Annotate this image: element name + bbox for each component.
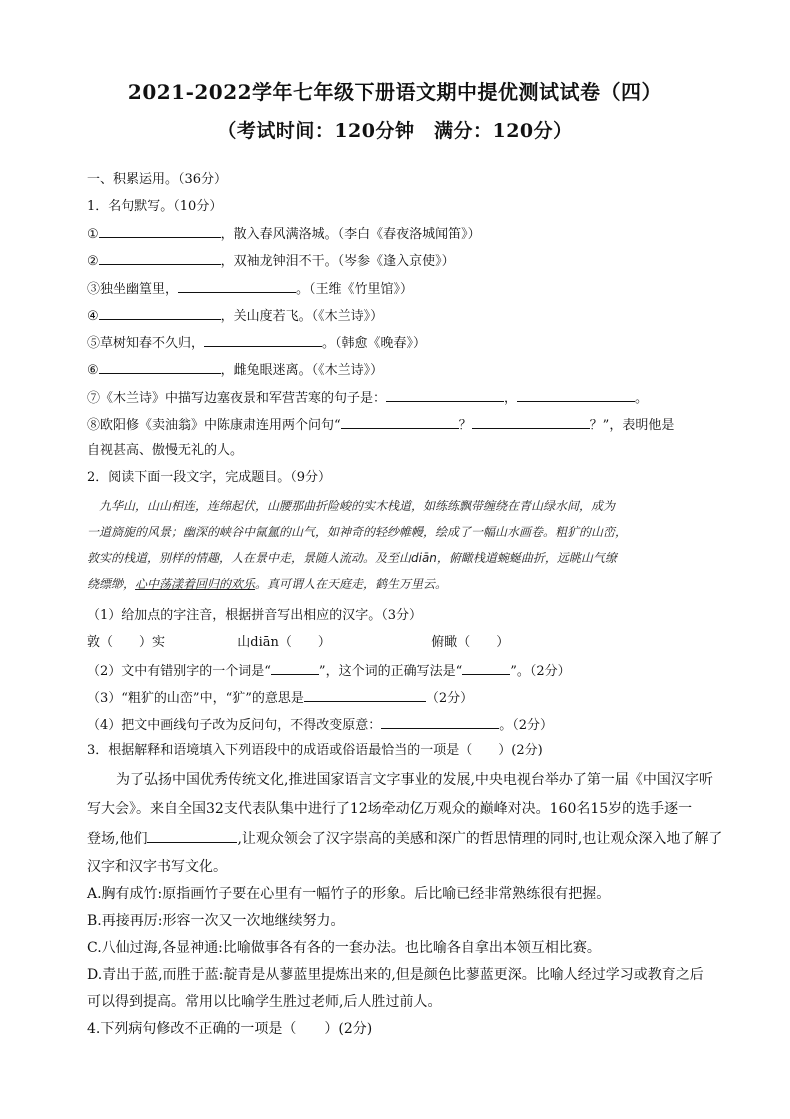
q2-sub-1: （1）给加点的字注音，根据拼音写出相应的汉字。（3分）	[87, 608, 423, 623]
section-heading: 一、积累运用。（36分）	[87, 172, 228, 187]
q2-sub-3	[87, 687, 473, 709]
answer-blank[interactable]	[386, 387, 504, 402]
q3-option-a: A.胸有成竹:原指画竹子要在心里有一幅竹子的形象。后比喻已经非常熟练很有把握。	[87, 886, 611, 902]
passage-text: 绕缥缈，	[87, 577, 136, 591]
q1-item-3	[87, 278, 413, 300]
item-text: ？”，表明他是	[589, 418, 675, 433]
item-text: ，关山度若飞。（《木兰诗》）	[220, 309, 384, 324]
answer-blank[interactable]	[147, 828, 237, 843]
item-text: ④	[87, 309, 99, 324]
item-text: （2分）	[425, 691, 474, 706]
para-text: ,让观众领会了汉字崇高的美感和深广的哲思情理的同时,也让观众深入地了解了	[237, 831, 723, 847]
item-text: ②	[87, 254, 99, 269]
item-text: ”。（2分）	[510, 664, 571, 679]
q1-item-1	[87, 223, 481, 245]
q3-para-line-4: 汉字和汉字书写文化。	[87, 859, 227, 875]
answer-blank[interactable]	[99, 359, 221, 374]
answer-blank[interactable]	[99, 305, 221, 320]
passage-line-3: 敦实的栈道，别样的情趣，人在景中走，景随人流动。及至山diān，俯瞰栈道蜿蜒曲折，远眺山气缭	[87, 551, 617, 565]
q2-sub-1-answers	[87, 633, 509, 653]
answer-blank[interactable]	[99, 223, 221, 238]
item-text: 。	[635, 391, 649, 406]
answer-blank[interactable]	[462, 660, 510, 675]
item-text: （3）“粗犷的山峦”中，“犷”的意思是	[87, 691, 304, 706]
q3-option-d-continued: 可以得到提高。常用以比喻学生胜过老师,后人胜过前人。	[87, 994, 442, 1010]
q3-option-d: D.青出于蓝,而胜于蓝:靛青是从蓼蓝里提炼出来的,但是颜色比蓼蓝更深。比喻人经过学习或教育之后	[87, 967, 704, 983]
item-text: ，双袖龙钟泪不干。（岑参《逢入京使》）	[220, 254, 455, 269]
item-text: ，	[504, 391, 518, 406]
answer-blank[interactable]	[517, 387, 635, 402]
answer-blank[interactable]	[472, 414, 590, 429]
q1-item-4	[87, 305, 383, 327]
item-text: 。（韩愈《晚春》）	[322, 336, 427, 351]
q1-item-7	[87, 387, 648, 409]
q1-item-6	[87, 359, 383, 381]
passage-line-2: 一道旖旎的风景；幽深的峡谷中氤氲的山气，如神奇的轻纱帷幔，绘成了一幅山水画卷。粗犷的山峦，	[87, 525, 628, 539]
answer-dun: 敦（ ）实	[87, 635, 166, 650]
item-text: ⑦《木兰诗》中描写边塞夜景和军营苦寒的句子是：	[87, 391, 387, 406]
q2-sub-4	[87, 714, 553, 736]
page-title: 2021-2022学年七年级下册语文期中提优测试试卷（四）	[127, 80, 663, 104]
question-4-heading: 4.下列病句修改不正确的一项是（ ）(2分)	[87, 1021, 373, 1037]
underlined-sentence: 心中荡漾着回归的欢乐	[135, 577, 256, 591]
q3-para-line-3	[87, 828, 722, 849]
passage-line-4	[87, 575, 447, 592]
item-text: ，散入春风满洛城。（李白《春夜洛城闻笛》）	[220, 227, 481, 242]
answer-blank[interactable]	[381, 714, 499, 729]
answer-kan: 俯瞰（ ）	[431, 635, 510, 650]
q3-para-line-2: 写大会》。来自全国32支代表队集中进行了12场牵动亿万观众的巅峰对决。160名15岁的选手逐一	[87, 801, 693, 817]
answer-blank[interactable]	[204, 332, 322, 347]
item-text: 。（王维《竹里馆》）	[296, 282, 414, 297]
q3-option-c: C.八仙过海,各显神通:比喻做事各有各的一套办法。也比喻各自拿出本领互相比赛。	[87, 940, 601, 956]
item-text: ⑤草树知春不久归，	[87, 336, 205, 351]
passage-line-1: 九华山，山山相连，连绵起伏，山腰那曲折险峻的实木栈道，如练练飘带缠绕在青山绿水间，成为	[87, 499, 616, 513]
question-3-heading: 3．根据解释和语境填入下列语段中的成语或俗语最恰当的一项是（ ）(2分)	[87, 743, 543, 758]
item-text: ⑥	[87, 363, 99, 378]
item-text: ？	[458, 418, 472, 433]
q1-item-8-continued: 自视甚高、傲慢无礼的人。	[87, 443, 244, 458]
answer-dian: 山diān（ ）	[237, 635, 331, 650]
q2-sub-2	[87, 660, 571, 682]
item-text: ”，这个词的正确写法是“	[318, 664, 463, 679]
answer-blank[interactable]	[304, 687, 426, 702]
q3-para-line-1: 为了弘扬中国优秀传统文化,推进国家语言文字事业的发展,中央电视台举办了第一届《中国汉字听	[116, 772, 713, 788]
item-text: 。（2分）	[499, 718, 554, 733]
answer-blank[interactable]	[178, 278, 296, 293]
answer-blank[interactable]	[341, 414, 459, 429]
item-text: ⑧欧阳修《卖油翁》中陈康肃连用两个问句“	[87, 418, 341, 433]
q1-item-8	[87, 414, 674, 436]
q1-item-2	[87, 250, 455, 272]
item-text: ①	[87, 227, 99, 242]
item-text: （4）把文中画线句子改为反问句，不得改变原意：	[87, 718, 382, 733]
para-text: 登场,他们	[87, 831, 148, 847]
answer-blank[interactable]	[271, 660, 319, 675]
passage-text: 。真可谓人在天庭走，鹤生万里云。	[255, 577, 448, 591]
item-text: ，雌兔眼迷离。（《木兰诗》）	[220, 363, 384, 378]
page-subtitle: （考试时间：120分钟 满分：120分）	[217, 120, 573, 142]
q3-option-b: B.再接再厉:形容一次又一次地继续努力。	[87, 913, 345, 929]
question-2-heading: 2．阅读下面一段文字，完成题目。（9分）	[87, 470, 332, 485]
answer-blank[interactable]	[99, 250, 221, 265]
item-text: ③独坐幽篁里，	[87, 282, 179, 297]
q1-item-5	[87, 332, 426, 354]
question-1-heading: 1．名句默写。（10分）	[87, 199, 223, 214]
item-text: （2）文中有错别字的一个词是“	[87, 664, 271, 679]
